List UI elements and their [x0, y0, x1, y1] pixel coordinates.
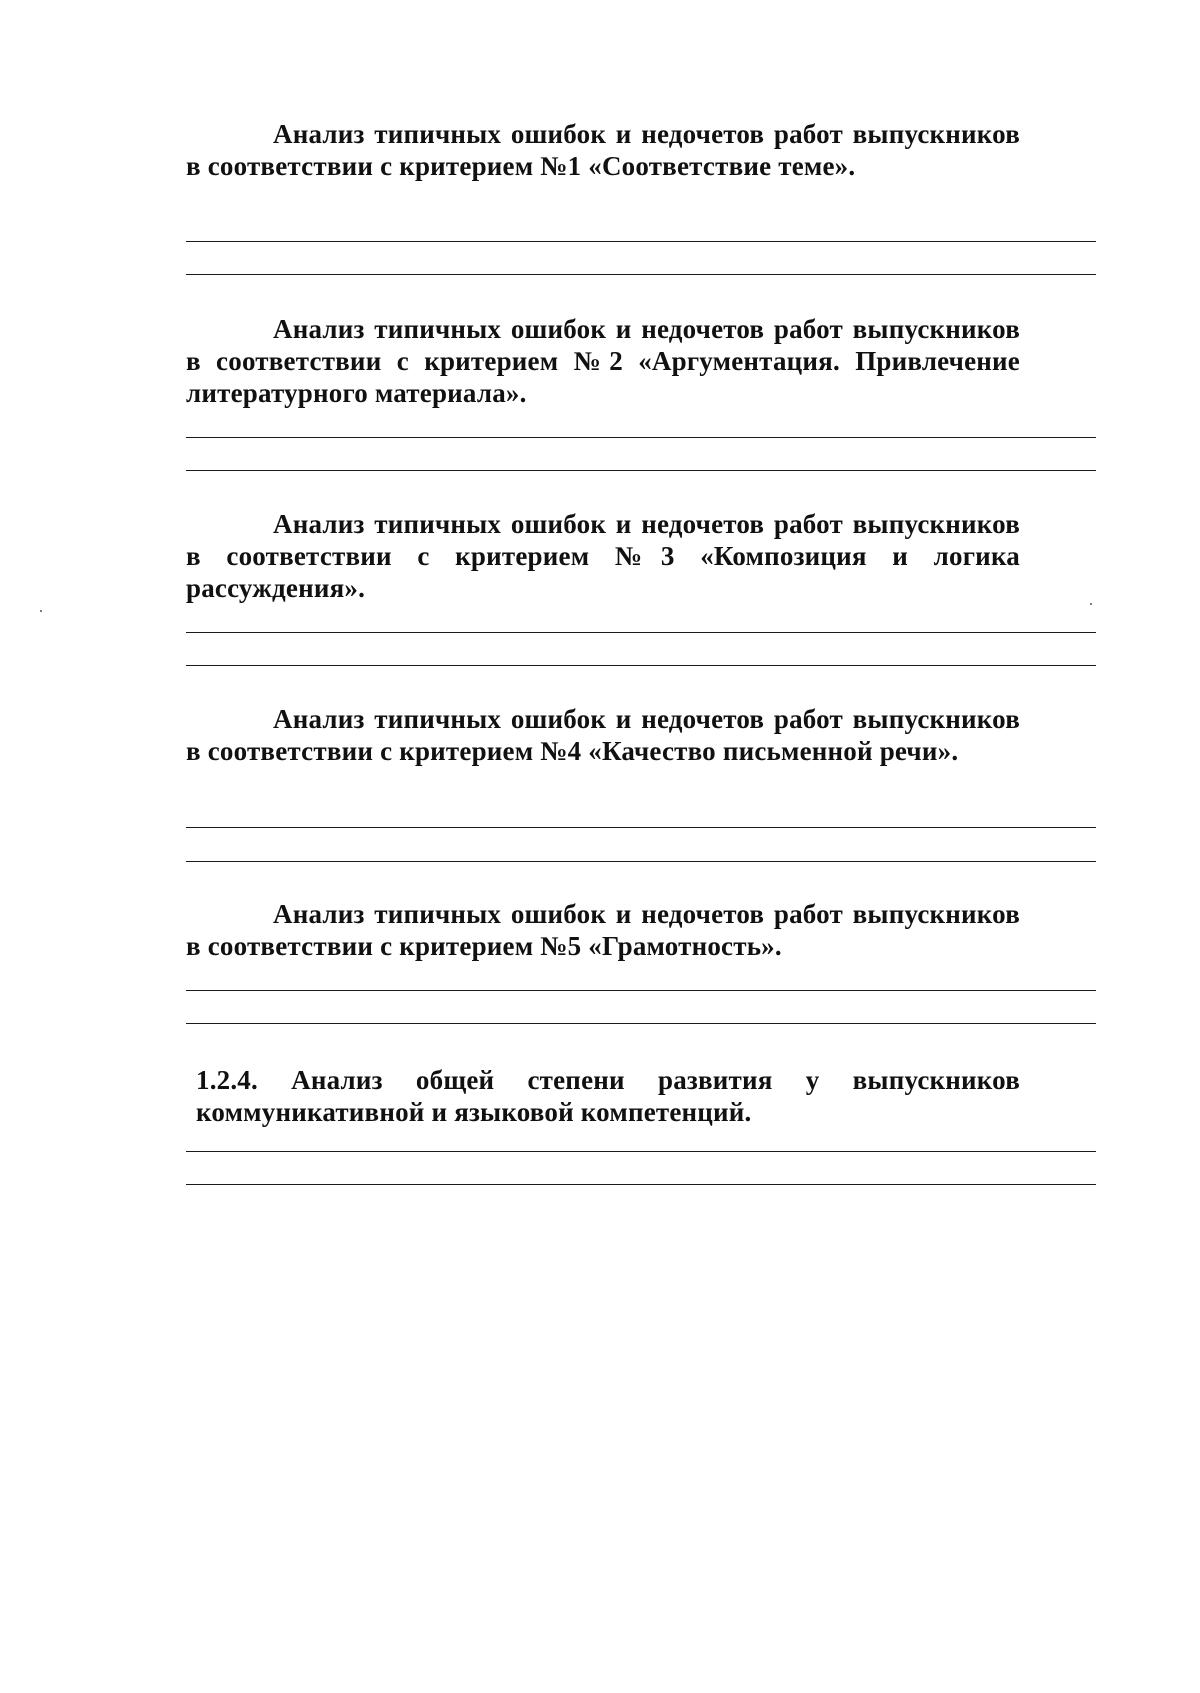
section-criterion-3: [186, 508, 1020, 604]
scan-speck: [40, 610, 42, 612]
section-heading: Анализ типичных ошибок и недочетов работ выпускников в соответствии с критерием №1 «Соответствие теме».: [186, 119, 1020, 181]
answer-line[interactable]: [186, 1023, 1096, 1024]
scan-speck: [1090, 603, 1092, 605]
section-heading: Анализ типичных ошибок и недочетов работ выпускников в соответствии с критерием №3 «Композиция и логика рассуждения».: [186, 509, 1020, 603]
answer-line[interactable]: [186, 437, 1096, 438]
section-criterion-1: [186, 118, 1020, 182]
section-criterion-4: [186, 703, 1020, 767]
section-heading: Анализ типичных ошибок и недочетов работ выпускников в соответствии с критерием №5 «Грамотность».: [186, 899, 1020, 961]
section-criterion-2: [186, 313, 1020, 409]
answer-line[interactable]: [186, 241, 1096, 242]
answer-line[interactable]: [186, 1184, 1096, 1185]
section-heading: Анализ типичных ошибок и недочетов работ выпускников в соответствии с критерием №2 «Аргументация. Привлечение литературного материала».: [186, 314, 1020, 408]
answer-line[interactable]: [186, 827, 1096, 828]
section-criterion-5: [186, 898, 1020, 962]
answer-line[interactable]: [186, 861, 1096, 862]
section-heading: Анализ типичных ошибок и недочетов работ выпускников в соответствии с критерием №4 «Качество письменной речи».: [186, 704, 1020, 766]
answer-line[interactable]: [186, 1151, 1096, 1152]
answer-line[interactable]: [186, 274, 1096, 275]
answer-line[interactable]: [186, 632, 1096, 633]
answer-line[interactable]: [186, 990, 1096, 991]
section-1-2-4: [186, 1064, 1020, 1128]
answer-line[interactable]: [186, 665, 1096, 666]
answer-line[interactable]: [186, 470, 1096, 471]
section-heading: 1.2.4. Анализ общей степени развития у выпускников коммуникативной и языковой компетенций.: [196, 1065, 1020, 1127]
